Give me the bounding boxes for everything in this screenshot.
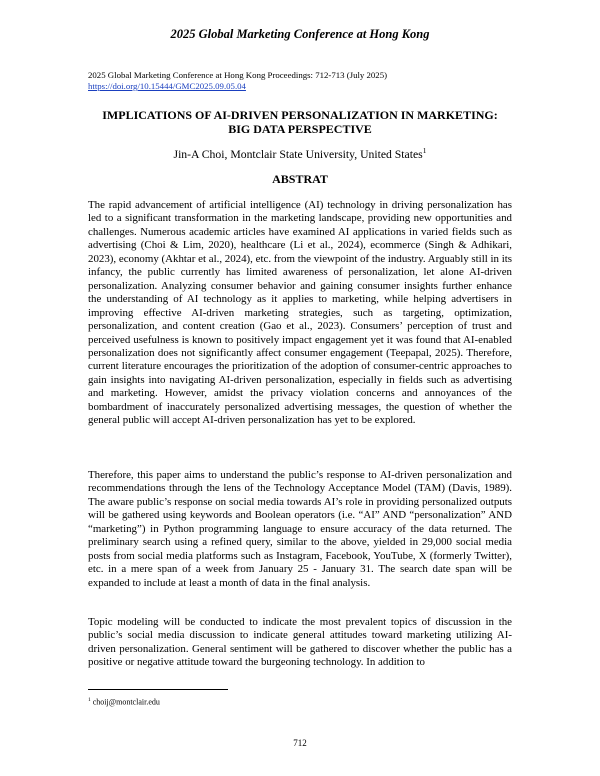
author-name-affiliation: Jin-A Choi, Montclair State University, United States — [173, 147, 423, 161]
abstract-paragraph-1: The rapid advancement of artificial intelligence (AI) technology in driving personalization has led to a significant transformation in the marketing landscape, providing new opportunities and challenges. Numerous academic articles have examined AI applications in varied fields such as advertising (Choi & Lim, 2020), healthcare (Li et al., 2024), ecommerce (Singh & Adhikari, 2023), economy (Akhtar et al., 2024), etc. from the viewpoint of the industry. Arguably still in its infancy, the public currently has limited awareness of personalization, let alone AI-driven personalization. Analyzing consumer behavior and gaining consumer insights further enhance the understanding of AI technology as it applies to marketing, while helping advertisers in improving effective AI-driven marketing strategies, such as targeting, optimization, personalization, and content creation (Gao et al., 2023). Consumers’ perception of trust and perceived usefulness is known to positively impact engagement yet it was found that AI-enabled personalization does not significantly affect consumer engagement (Teepapal, 2025). Therefore, current literature encourages the prioritization of the adoption of consumer-centric approaches to gain insights into navigating AI-driven personalization, especially in fields such as advertising and marketing. However, amidst the privacy violation concerns and annoyances of the bombardment of inaccurately personalized advertising messages, the question of whether the general public will accept AI-driven personalization has yet to be explored. — [88, 199, 512, 427]
footnote-divider — [88, 689, 228, 690]
proceedings-citation: 2025 Global Marketing Conference at Hong Kong Proceedings: 712-713 (July 2025) — [88, 70, 388, 80]
author-line — [0, 146, 600, 161]
footnote-email: choij@montclair.edu — [92, 697, 160, 707]
footnote — [88, 697, 160, 707]
abstract-paragraph-2: Therefore, this paper aims to understand the public’s response to AI-driven personalization and recommendations through the lens of the Technology Acceptance Model (TAM) (Davis, 1989). The aware public’s response on social media towards AI’s role in providing personalized outputs will be gathered using keywords and Boolean operators (i.e. “AI” AND “personalization” AND “marketing”) in Python programming language to ensure accuracy of the data returned. The preliminary search using a refined query, similar to the above, yielded in 29,000 social media posts from social media platforms such as Instagram, Facebook, YouTube, X (formerly Twitter), etc. in a mere span of a week from January 25 - January 31. The search date span will be expanded to include at least a month of data in the final analysis. — [88, 469, 512, 589]
abstract-heading: ABSTRAT — [272, 172, 328, 186]
running-header-title: 2025 Global Marketing Conference at Hong Kong — [170, 27, 430, 41]
paper-title-line-2: BIG DATA PERSPECTIVE — [228, 122, 372, 136]
abstract-paragraph-3: Topic modeling will be conducted to indicate the most prevalent topics of discussion in the public’s social media discussion to indicate general attitudes toward marketing utilizing AI-driven personalization. General sentiment will be gathered to discover whether the public has a positive or negative attitude toward the burgeoning technology. In addition to — [88, 616, 512, 669]
footnote-mark: 1 — [88, 697, 91, 703]
page-number: 712 — [293, 738, 307, 748]
author-footnote-mark: 1 — [422, 146, 427, 155]
paper-title — [60, 108, 540, 136]
paper-title-line-1: IMPLICATIONS OF AI-DRIVEN PERSONALIZATION IN MARKETING: — [102, 108, 498, 122]
doi-link[interactable]: https://doi.org/10.15444/GMC2025.09.05.04 — [88, 81, 246, 91]
